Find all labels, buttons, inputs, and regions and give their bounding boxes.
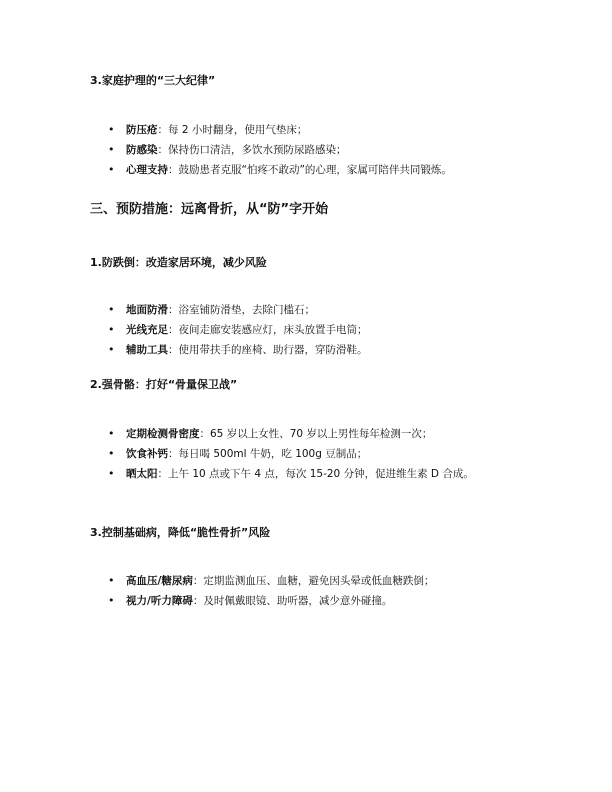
section-heading-prevention: 三、预防措施：远离骨折，从“防”字开始: [90, 202, 329, 217]
list-item: • 晒太阳：上午 10 点或下午 4 点，每次 15-20 分钟，促进维生素 D 合成。: [0, 464, 612, 484]
list-item: • 心理支持：鼓励患者克服“怕疼不敢动”的心理，家属可陪伴共同锻炼。: [0, 160, 612, 180]
bone-strength-list: [0, 424, 612, 484]
home-care-list: [0, 120, 612, 180]
list-item: • 地面防滑：浴室铺防滑垫，去除门槛石；: [0, 300, 612, 320]
list-item: • 防感染：保持伤口清洁，多饮水预防尿路感染；: [0, 140, 612, 160]
fall-prevention-list: [0, 300, 612, 360]
list-item: • 定期检测骨密度：65 岁以上女性、70 岁以上男性每年检测一次；: [0, 424, 612, 444]
list-item: • 视力/听力障碍：及时佩戴眼镜、助听器，减少意外碰撞。: [0, 591, 612, 611]
list-item: • 光线充足：夜间走廊安装感应灯，床头放置手电筒；: [0, 320, 612, 340]
list-item: • 饮食补钙：每日喝 500ml 牛奶，吃 100g 豆制品；: [0, 444, 612, 464]
chronic-disease-list: [0, 571, 612, 611]
section-heading-bone-strength: 2.强骨骼：打好“骨量保卫战”: [90, 378, 238, 391]
list-item: • 高血压/糖尿病：定期监测血压、血糖，避免因头晕或低血糖跌倒；: [0, 571, 612, 591]
list-item: • 防压疮：每 2 小时翻身，使用气垫床；: [0, 120, 612, 140]
list-item: • 辅助工具：使用带扶手的座椅、助行器，穿防滑鞋。: [0, 340, 612, 360]
section-heading-chronic-disease: 3.控制基础病，降低“脆性骨折”风险: [90, 526, 271, 539]
section-heading-fall-prevention: 1.防跌倒：改造家居环境，减少风险: [90, 256, 267, 269]
section-heading-home-care: 3.家庭护理的“三大纪律”: [90, 74, 216, 87]
